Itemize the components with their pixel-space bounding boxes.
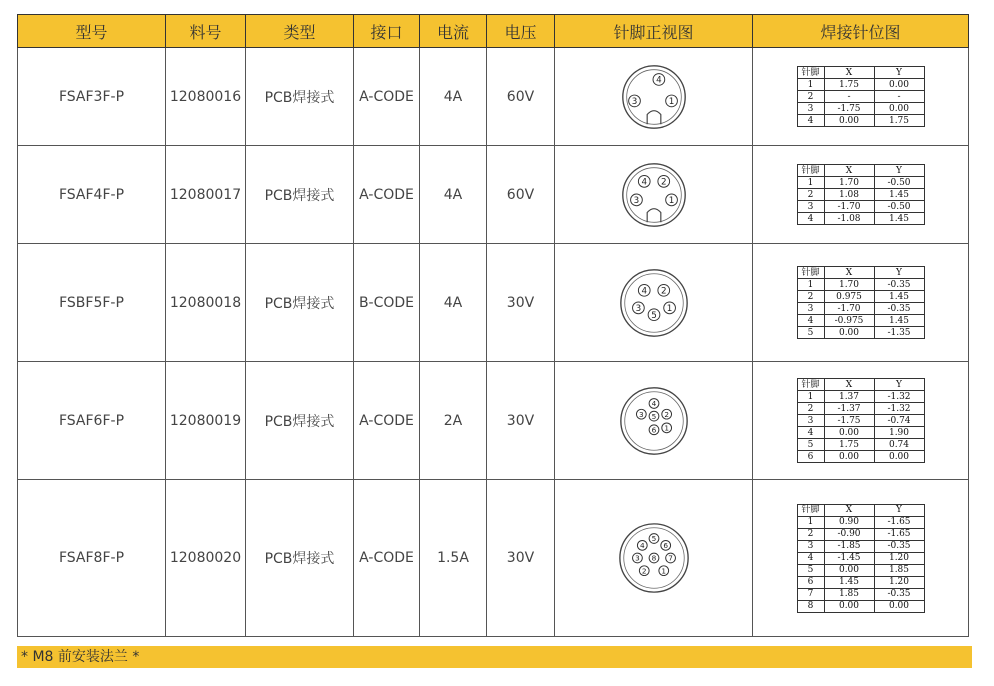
connector-front-view-icon [615,58,693,136]
connector-pin-label: 3 [635,303,641,314]
pin-coordinate-table [797,164,925,225]
solder-pin-map-cell [753,244,969,362]
header-row [18,15,969,48]
connector-pin [628,95,640,107]
pin-table-cell: 7 [797,588,824,600]
connector-pin [657,284,669,296]
pin-coordinate-table [797,504,925,613]
pin-table-cell: 6 [797,576,824,588]
pin-table-cell: 1.75 [824,439,874,451]
part-number-cell: 12080016 [166,48,246,146]
connector-pin-label: 4 [640,177,647,188]
pin-table-cell: 2 [797,403,824,415]
pin-table-header-cell: Y [874,379,924,391]
connector-pin [632,302,644,314]
pin-table-cell: 4 [797,213,824,225]
header-voltage: 电压 [487,15,555,48]
interface-code-cell: B-CODE [354,244,420,362]
pin-table-row [797,564,924,576]
pin-table-cell: -1.37 [824,403,874,415]
pin-table-row [797,576,924,588]
connector-pin-label: 5 [651,534,656,544]
header-part: 料号 [166,15,246,48]
connector-pin [637,540,647,550]
connector-front-view-icon [615,382,693,460]
connector-pin [639,566,649,576]
pin-table-cell: -1.32 [874,403,924,415]
connector-pin-label: 2 [660,177,667,188]
pin-table-header-cell: 针脚 [797,504,824,516]
pin-table-header-cell: 针脚 [797,379,824,391]
model-cell: FSAF4F-P [18,146,166,244]
pin-table-header-cell: Y [874,67,924,79]
pin-table-cell: 1.45 [874,189,924,201]
pin-table-cell: 5 [797,564,824,576]
pin-table-cell: 0.00 [824,451,874,463]
pin-table-cell: 0.74 [874,439,924,451]
pin-table-cell: 1 [797,391,824,403]
pin-table-cell: -1.08 [824,213,874,225]
pin-table-header-cell: X [824,379,874,391]
interface-code-cell: A-CODE [354,362,420,480]
connector-pin [649,411,659,421]
pin-table-row [797,540,924,552]
product-table-wrapper [17,14,968,637]
pin-table-header-row [797,504,924,516]
pin-table-cell: -1.85 [824,540,874,552]
pin-table-cell: 1.08 [824,189,874,201]
pin-coordinate-table [797,266,925,339]
pin-table-row [797,439,924,451]
pin-table-row [797,516,924,528]
connector-pin [660,540,670,550]
pin-table-cell: 1 [797,279,824,291]
pin-table-cell: -0.35 [874,540,924,552]
pin-table-cell: 1.85 [824,588,874,600]
header-model: 型号 [18,15,166,48]
pin-table-row [797,403,924,415]
connector-pin [636,409,646,419]
pin-table-cell: 1.85 [874,564,924,576]
pin-table-cell: -1.70 [824,201,874,213]
connector-pin-label: 2 [660,286,667,297]
pin-table-cell: 1.37 [824,391,874,403]
connector-pin-label: 2 [641,566,647,576]
connector-pin-label: 1 [663,423,669,433]
connector-pin [657,175,669,187]
pin-front-view-cell [555,244,753,362]
connector-pin [649,553,659,563]
pin-table-header-cell: 针脚 [797,267,824,279]
pin-table-cell: 1 [797,79,824,91]
interface-code-cell: A-CODE [354,48,420,146]
pin-table-cell: 3 [797,201,824,213]
current-cell: 2A [420,362,487,480]
pin-table-cell: 0.00 [874,600,924,612]
pin-front-view-cell [555,48,753,146]
voltage-cell: 30V [487,244,555,362]
pin-table-cell: 1 [797,516,824,528]
pin-table-cell: 2 [797,528,824,540]
pin-table-cell: -1.75 [824,415,874,427]
connector-pin-label: 2 [663,409,669,419]
pin-table-cell: 1.70 [824,177,874,189]
pin-table-cell: 0.00 [874,79,924,91]
pin-table-cell: 1.70 [824,279,874,291]
product-row [18,362,969,480]
pin-table-cell: 1 [797,177,824,189]
product-row [18,146,969,244]
model-cell: FSAF6F-P [18,362,166,480]
pin-table-row [797,427,924,439]
header-type: 类型 [246,15,354,48]
part-number-cell: 12080020 [166,480,246,637]
pin-table-header-cell: 针脚 [797,67,824,79]
connector-pin [665,95,677,107]
connector-pin [661,409,671,419]
connector-outer-ring [620,269,686,335]
pin-table-cell: 8 [797,600,824,612]
model-cell: FSAF8F-P [18,480,166,637]
pin-table-row [797,79,924,91]
pin-table-row [797,391,924,403]
pin-table-row [797,189,924,201]
pin-table-header-cell: Y [874,165,924,177]
part-number-cell: 12080019 [166,362,246,480]
connector-pin-label: 7 [667,553,673,563]
pin-table-row [797,213,924,225]
pin-front-view-cell [555,362,753,480]
solder-pin-map-cell [753,146,969,244]
pin-table-cell: -0.74 [874,415,924,427]
connector-pin [638,284,650,296]
pin-table-row [797,91,924,103]
pin-table-cell: 4 [797,115,824,127]
connector-pin [665,194,677,206]
pin-table-cell: -0.50 [874,201,924,213]
connector-pin-label: 4 [655,75,662,86]
product-row [18,244,969,362]
pin-table-cell: 2 [797,189,824,201]
connector-pin [649,424,659,434]
pin-table-header-cell: X [824,504,874,516]
pin-table-row [797,451,924,463]
header-pin-front-view: 针脚正视图 [555,15,753,48]
connector-pin-label: 4 [651,398,656,408]
pin-table-row [797,279,924,291]
footnote-bar: * M8 前安装法兰 * [17,646,972,668]
pin-table-row [797,201,924,213]
connector-pin-label: 3 [631,96,637,107]
pin-table-cell: 2 [797,91,824,103]
pin-table-row [797,115,924,127]
voltage-cell: 60V [487,48,555,146]
connector-pin [638,175,650,187]
pin-table-row [797,552,924,564]
pin-table-cell: 6 [797,451,824,463]
pin-table-header-cell: Y [874,267,924,279]
connector-front-view-icon [615,264,693,342]
connector-pin-label: 1 [666,303,672,314]
connector-pin [630,194,642,206]
header-code: 接口 [354,15,420,48]
solder-pin-map-cell [753,480,969,637]
part-number-cell: 12080017 [166,146,246,244]
connector-pin [661,422,671,432]
connector-pin [649,398,659,408]
pin-table-cell: -0.35 [874,279,924,291]
voltage-cell: 30V [487,362,555,480]
pin-table-header-cell: 针脚 [797,165,824,177]
model-cell: FSAF3F-P [18,48,166,146]
pin-table-cell: 1.45 [874,315,924,327]
type-cell: PCB焊接式 [246,244,354,362]
connector-pin-label: 1 [668,96,674,107]
connector-pin [665,553,675,563]
connector-pin [648,308,660,320]
pin-table-cell: -0.975 [824,315,874,327]
solder-pin-map-cell [753,362,969,480]
pin-table-cell: 2 [797,291,824,303]
connector-pin [632,553,642,563]
pin-table-cell: -0.50 [874,177,924,189]
current-cell: 4A [420,146,487,244]
pin-table-cell: -1.32 [874,391,924,403]
pin-table-cell: 0.00 [824,600,874,612]
pin-table-header-cell: X [824,67,874,79]
current-cell: 1.5A [420,480,487,637]
voltage-cell: 60V [487,146,555,244]
pin-table-row [797,177,924,189]
pin-table-cell: 1.90 [874,427,924,439]
pin-table-row [797,588,924,600]
pin-coordinate-table [797,66,925,127]
connector-pin [663,302,675,314]
current-cell: 4A [420,244,487,362]
pin-table-cell: 0.00 [874,103,924,115]
pin-table-cell: 1.75 [824,79,874,91]
pin-table-header-cell: X [824,267,874,279]
pin-table-row [797,315,924,327]
pin-table-cell: -0.90 [824,528,874,540]
connector-pin-label: 5 [651,411,656,421]
pin-table-cell: 0.00 [874,451,924,463]
pin-front-view-cell [555,480,753,637]
header-current: 电流 [420,15,487,48]
product-row [18,48,969,146]
pin-table-row [797,415,924,427]
type-cell: PCB焊接式 [246,146,354,244]
solder-pin-map-cell [753,48,969,146]
pin-table-cell: - [874,91,924,103]
pin-table-cell: 0.00 [824,564,874,576]
pin-table-cell: -1.35 [874,327,924,339]
pin-table-cell: -1.70 [824,303,874,315]
pin-table-header-cell: Y [874,504,924,516]
connector-outer-ring [622,163,684,225]
connector-pin-label: 4 [640,286,647,297]
connector-pin [658,566,668,576]
pin-table-header-row [797,267,924,279]
pin-table-cell: -1.75 [824,103,874,115]
pin-front-view-cell [555,146,753,244]
pin-table-header-cell: X [824,165,874,177]
connector-pin-label: 5 [650,310,657,321]
current-cell: 4A [420,48,487,146]
connector-pin-label: 4 [639,541,645,551]
model-cell: FSBF5F-P [18,244,166,362]
type-cell: PCB焊接式 [246,48,354,146]
pin-table-cell: -0.35 [874,303,924,315]
pin-table-cell: 0.00 [824,327,874,339]
product-table [17,14,969,637]
connector-pin-label: 6 [651,424,656,434]
pin-table-row [797,291,924,303]
pin-table-cell: 0.00 [824,115,874,127]
type-cell: PCB焊接式 [246,480,354,637]
interface-code-cell: A-CODE [354,146,420,244]
pin-table-row [797,303,924,315]
pin-coordinate-table [797,378,925,463]
connector-front-view-icon [615,156,693,234]
pin-table-header-row [797,165,924,177]
connector-pin-label: 3 [638,409,644,419]
connector-front-view-icon [615,519,693,597]
connector-pin-label: 3 [633,195,639,206]
connector-pin-label: 3 [634,553,640,563]
pin-table-header-row [797,67,924,79]
pin-table-cell: 3 [797,415,824,427]
pin-table-cell: -1.45 [824,552,874,564]
connector-pin [649,534,659,544]
pin-table-cell: - [824,91,874,103]
connector-pin-label: 1 [668,195,674,206]
header-solder-pin-map: 焊接针位图 [753,15,969,48]
pin-table-cell: 1.20 [874,576,924,588]
pin-table-cell: 3 [797,303,824,315]
interface-code-cell: A-CODE [354,480,420,637]
pin-table-cell: 0.90 [824,516,874,528]
pin-table-cell: 0.00 [824,427,874,439]
pin-table-row [797,327,924,339]
connector-pin-label: 8 [651,553,656,563]
pin-table-cell: 1.20 [874,552,924,564]
pin-table-cell: -0.35 [874,588,924,600]
pin-table-cell: -1.65 [874,528,924,540]
pin-table-cell: 3 [797,540,824,552]
pin-table-cell: 1.45 [874,213,924,225]
pin-table-header-row [797,379,924,391]
pin-table-cell: 1.45 [874,291,924,303]
part-number-cell: 12080018 [166,244,246,362]
pin-table-cell: 4 [797,315,824,327]
connector-pin-label: 6 [662,541,668,551]
connector-pin-label: 1 [660,566,666,576]
pin-table-cell: 1.45 [824,576,874,588]
pin-table-cell: 4 [797,427,824,439]
product-row [18,480,969,637]
pin-table-cell: 5 [797,327,824,339]
pin-table-cell: 3 [797,103,824,115]
pin-table-row [797,528,924,540]
connector-pin [653,73,665,85]
pin-table-cell: -1.65 [874,516,924,528]
pin-table-cell: 5 [797,439,824,451]
pin-table-cell: 1.75 [874,115,924,127]
voltage-cell: 30V [487,480,555,637]
pin-table-row [797,103,924,115]
pin-table-cell: 4 [797,552,824,564]
type-cell: PCB焊接式 [246,362,354,480]
pin-table-row [797,600,924,612]
pin-table-cell: 0.975 [824,291,874,303]
